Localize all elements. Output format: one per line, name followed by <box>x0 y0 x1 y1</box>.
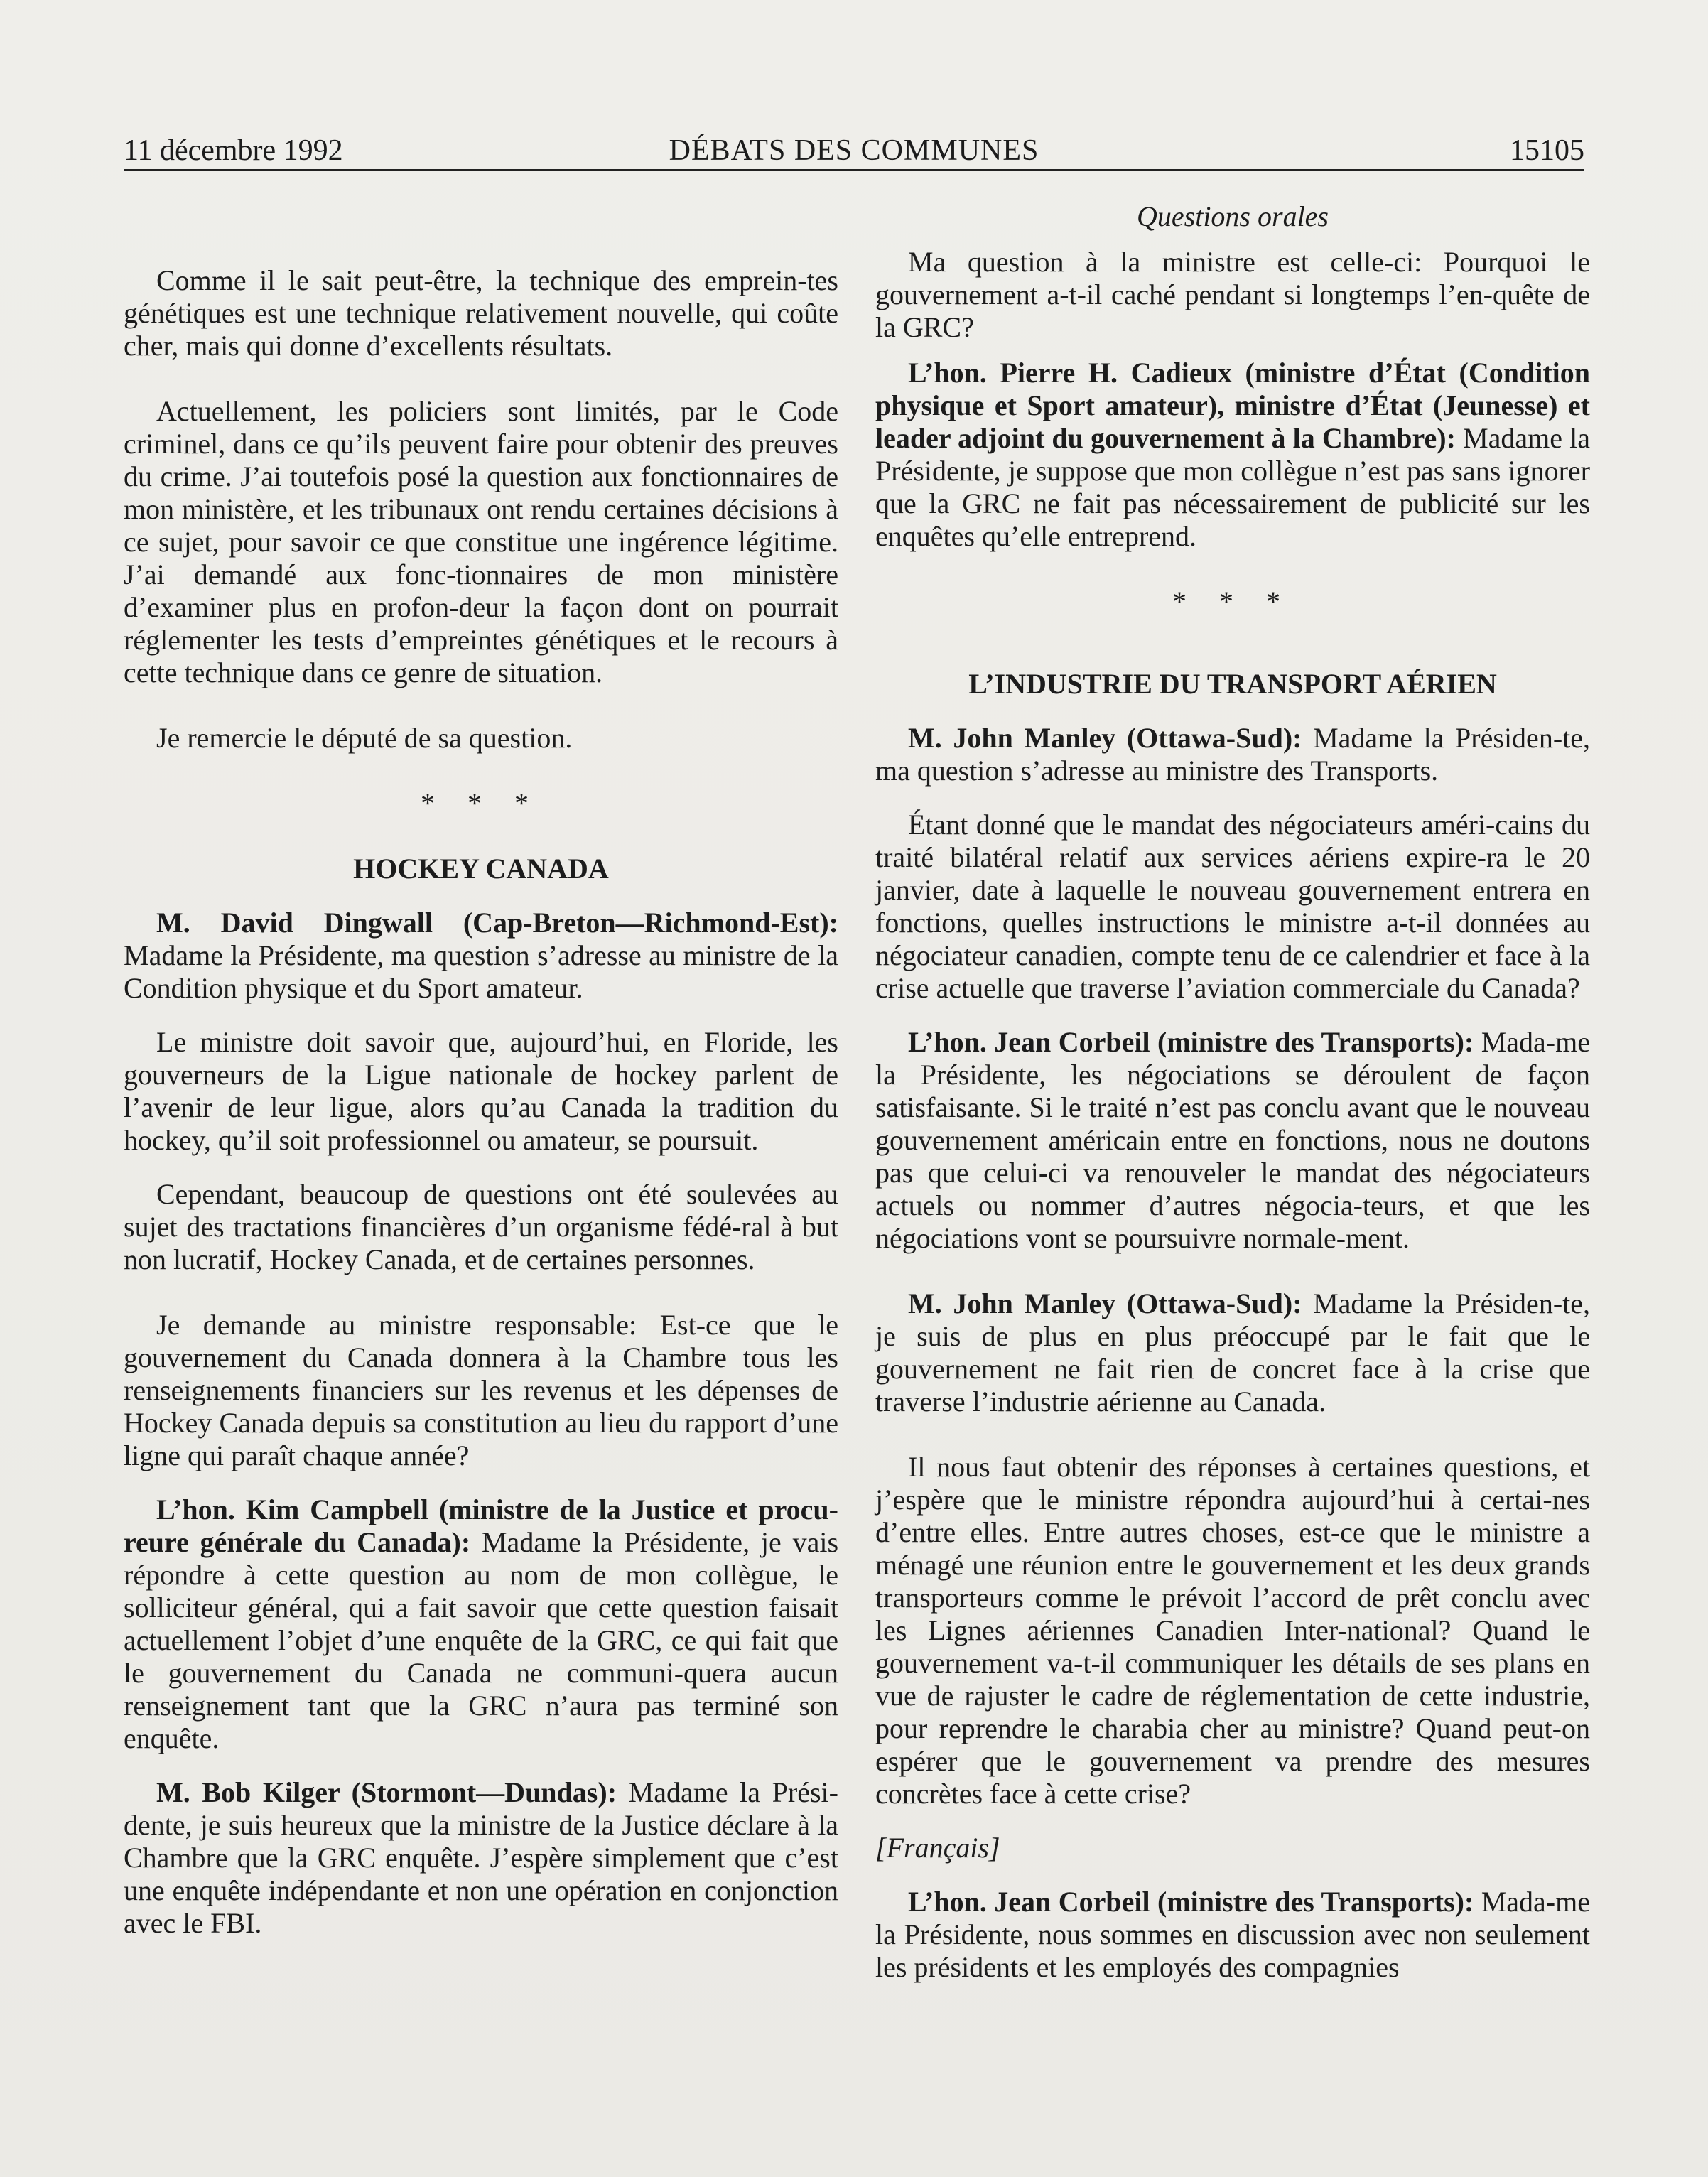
speech <box>875 722 1590 787</box>
speaker-name: M. John Manley (Ottawa-Sud): <box>908 1287 1302 1319</box>
paragraph: Ma question à la ministre est celle-ci: Pourquoi le gouvernement a-t-il caché pendant si longtemps l’en-quête de la GRC? <box>875 246 1590 343</box>
speaker-name: M. Bob Kilger (Stormont—Dundas): <box>156 1776 617 1808</box>
section-heading: L’INDUSTRIE DU TRANSPORT AÉRIEN <box>968 668 1497 700</box>
speech-text: Mada-me la Présidente, nous sommes en discussion avec non seulement les présidents et les employés des compagnies <box>875 1886 1590 1983</box>
speech <box>875 1886 1590 1984</box>
speaker-name: L’hon. Jean Corbeil (ministre des Transports): <box>908 1886 1474 1918</box>
paragraph: Étant donné que le mandat des négociateurs améri-cains du traité bilatéral relatif aux services aériens expire-ra le 20 janvier, date à laquelle le nouveau gouvernement entrera en fonctions, quelles instructions le ministre a-t-il données au négociateur canadien, compte tenu de ce calendrier et face à la crise actuelle que traverse l’aviation commerciale du Canada? <box>875 809 1590 1004</box>
speech <box>875 1026 1590 1255</box>
section-heading: HOCKEY CANADA <box>353 853 609 885</box>
speech-text: Madame la Présidente, ma question s’adresse au ministre de la Condition physique et du Sport amateur. <box>124 939 838 1004</box>
speaker-name: M. David Dingwall (Cap-Breton—Richmond-Est): <box>156 907 838 939</box>
paragraph: Actuellement, les policiers sont limités, par le Code criminel, dans ce qu’ils peuvent faire pour obtenir des preuves du crime. J’ai toutefois posé la question aux fonctionnaires de mon ministère, et les tribunaux ont rendu certaines décisions à ce sujet, pour savoir ce que constitue une ingérence légitime. J’ai demandé aux fonc-tionnaires de mon ministère d’examiner plus en profon-deur la façon dont on pourrait réglementer les tests d’empreintes génétiques et le recours à cette technique dans ce genre de situation. <box>124 395 838 688</box>
speech-text: Mada-me la Présidente, les négociations se déroulent de façon satisfaisante. Si le traité n’est pas conclu avant que le nouveau gouvernement américain entre en fonctions, nous ne doutons pas que celui-ci va renouveler le mandat des négociateurs actuels ou nommer d’autres négocia-teurs, et que les négociations vont se poursuivre normale-ment. <box>875 1026 1590 1254</box>
speech <box>875 1287 1590 1418</box>
paragraph: Je remercie le député de sa question. <box>156 722 573 754</box>
speech <box>875 357 1590 553</box>
left-column <box>124 200 838 1940</box>
header-page-number: 15105 <box>1510 134 1584 167</box>
header-title: DÉBATS DES COMMUNES <box>669 134 1039 167</box>
speech-text: Madame la Présidente, je suppose que mon collègue n’est pas sans ignorer que la GRC ne fait pas nécessairement de publicité sur les enquêtes qu’elle entreprend. <box>875 422 1590 552</box>
paragraph: Je demande au ministre responsable: Est-ce que le gouvernement du Canada donnera à la Chambre tous les renseignements financiers sur les revenus et les dépenses de Hockey Canada depuis sa constitution au lieu du rapport d’une ligne qui paraît chaque année? <box>124 1309 838 1471</box>
speech-text: Madame la Présiden-te, je suis de plus en plus préoccupé par le fait que le gouvernement ne fait rien de concret face à la crise que traverse l’industrie aérienne au Canada. <box>875 1287 1590 1417</box>
right-column <box>875 200 1590 1984</box>
page-header <box>124 132 1584 171</box>
header-date: 11 décembre 1992 <box>124 134 343 167</box>
section-separator: * * * <box>1172 585 1293 617</box>
paragraph: Le ministre doit savoir que, aujourd’hui, en Floride, les gouverneurs de la Ligue nationale de hockey parlent de l’avenir de leur ligue, alors qu’au Canada la tradition du hockey, qu’il soit professionnel ou amateur, se poursuit. <box>124 1026 838 1156</box>
running-head: Questions orales <box>1137 200 1329 232</box>
speaker-name: M. John Manley (Ottawa-Sud): <box>908 722 1302 754</box>
speech <box>124 1776 838 1940</box>
speaker-name: L’hon. Jean Corbeil (ministre des Transports): <box>908 1026 1474 1058</box>
speaker-name: L’hon. Pierre H. Cadieux (ministre d’État (Condition physique et Sport amateur), ministre d’État (Jeunesse) et leader adjoint du gouvernement à la Chambre): <box>875 357 1590 454</box>
speech-text: Madame la Présiden-te, ma question s’adresse au ministre des Transports. <box>875 722 1590 787</box>
section-separator: * * * <box>421 787 541 819</box>
paragraph: Il nous faut obtenir des réponses à certaines questions, et j’espère que le ministre répondra aujourd’hui à certai-nes d’entre elles. Entre autres choses, est-ce que le ministre a ménagé une réunion entre le gouvernement et les deux grands transporteurs comme le prévoit l’accord de prêt conclu avec les Lignes aériennes Canadien Inter-national? Quand le gouvernement va-t-il communiquer les détails de ses plans en vue de rajuster le cadre de réglementation de cette industrie, pour reprendre le charabia cher au ministre? Quand peut-on espérer que le gouvernement va prendre des mesures concrètes face à cette crise? <box>875 1451 1590 1810</box>
speech <box>124 907 838 1005</box>
paragraph: Comme il le sait peut-être, la technique des emprein-tes génétiques est une technique relativement nouvelle, qui coûte cher, mais qui donne d’excellents résultats. <box>124 264 838 362</box>
speech-text: Madame la Présidente, je vais répondre à cette question au nom de mon collègue, le solliciteur général, qui a fait savoir que cette question faisait actuellement l’objet d’une enquête de la GRC, ce qui fait que le gouvernement du Canada ne communi-quera aucun renseignement tant que la GRC n’aura pas terminé son enquête. <box>124 1526 839 1754</box>
language-tag: [Français] <box>875 1832 1000 1864</box>
speech <box>124 1493 838 1755</box>
paragraph: Cependant, beaucoup de questions ont été soulevées au sujet des tractations financières d’un organisme fédé-ral à but non lucratif, Hockey Canada, et de certaines personnes. <box>124 1178 838 1275</box>
speaker-name: L’hon. Kim Campbell (ministre de la Justice et procu-reure générale du Canada): <box>124 1493 838 1558</box>
speech-text: Madame la Prési-dente, je suis heureux que la ministre de la Justice déclare à la Chambre que la GRC enquête. J’espère simplement que c’est une enquête indépendante et non une opération en conjonction avec le FBI. <box>124 1776 838 1939</box>
